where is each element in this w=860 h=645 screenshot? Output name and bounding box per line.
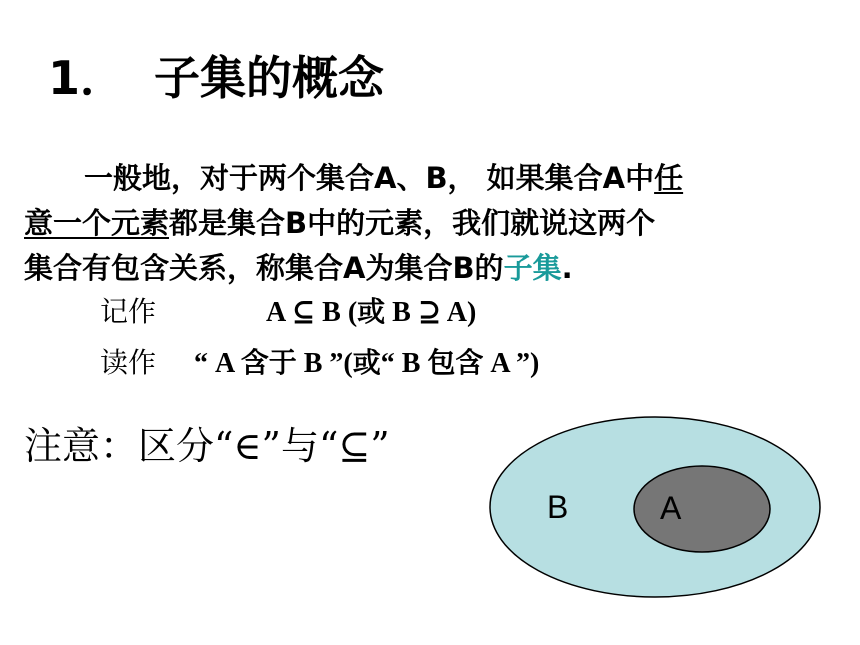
venn-diagram — [488, 415, 828, 599]
underlined-text: 任 — [654, 161, 684, 195]
notation-row — [100, 292, 476, 333]
reading-row — [100, 343, 539, 384]
notation-formula: A ⊆ B (或 B ⊇ A) — [266, 297, 477, 328]
definition-line-2 — [24, 201, 824, 246]
definition-text: 都是集合B中的元素，我们就说这两个 — [169, 206, 656, 240]
set-a-label: A — [660, 490, 682, 526]
definition-text: 一般地，对于两个集合A、B， 如果集合A中 — [84, 161, 655, 195]
notation-label: 记作 — [100, 295, 157, 328]
title-text: 子集的概念 — [154, 51, 385, 105]
set-b-label: B — [547, 489, 569, 525]
definition-end: . — [561, 251, 573, 285]
definition-text: 集合有包含关系，称集合A为集合B的 — [24, 251, 504, 285]
underlined-text: 意一个元素 — [24, 206, 170, 240]
subset-term: 子集 — [503, 251, 562, 285]
definition-paragraph — [24, 156, 824, 291]
definition-line-1 — [24, 156, 824, 201]
note-text: 注意：区分“∈”与“⊆” — [24, 424, 390, 468]
reading-label: 读作 — [100, 346, 157, 379]
reading-formula: “ A 含于 B ”(或“ B 包含 A ”) — [194, 348, 540, 379]
definition-line-3 — [24, 246, 824, 291]
set-a-ellipse — [634, 466, 770, 552]
title-number: 1． — [48, 51, 127, 105]
slide-title — [48, 48, 384, 108]
